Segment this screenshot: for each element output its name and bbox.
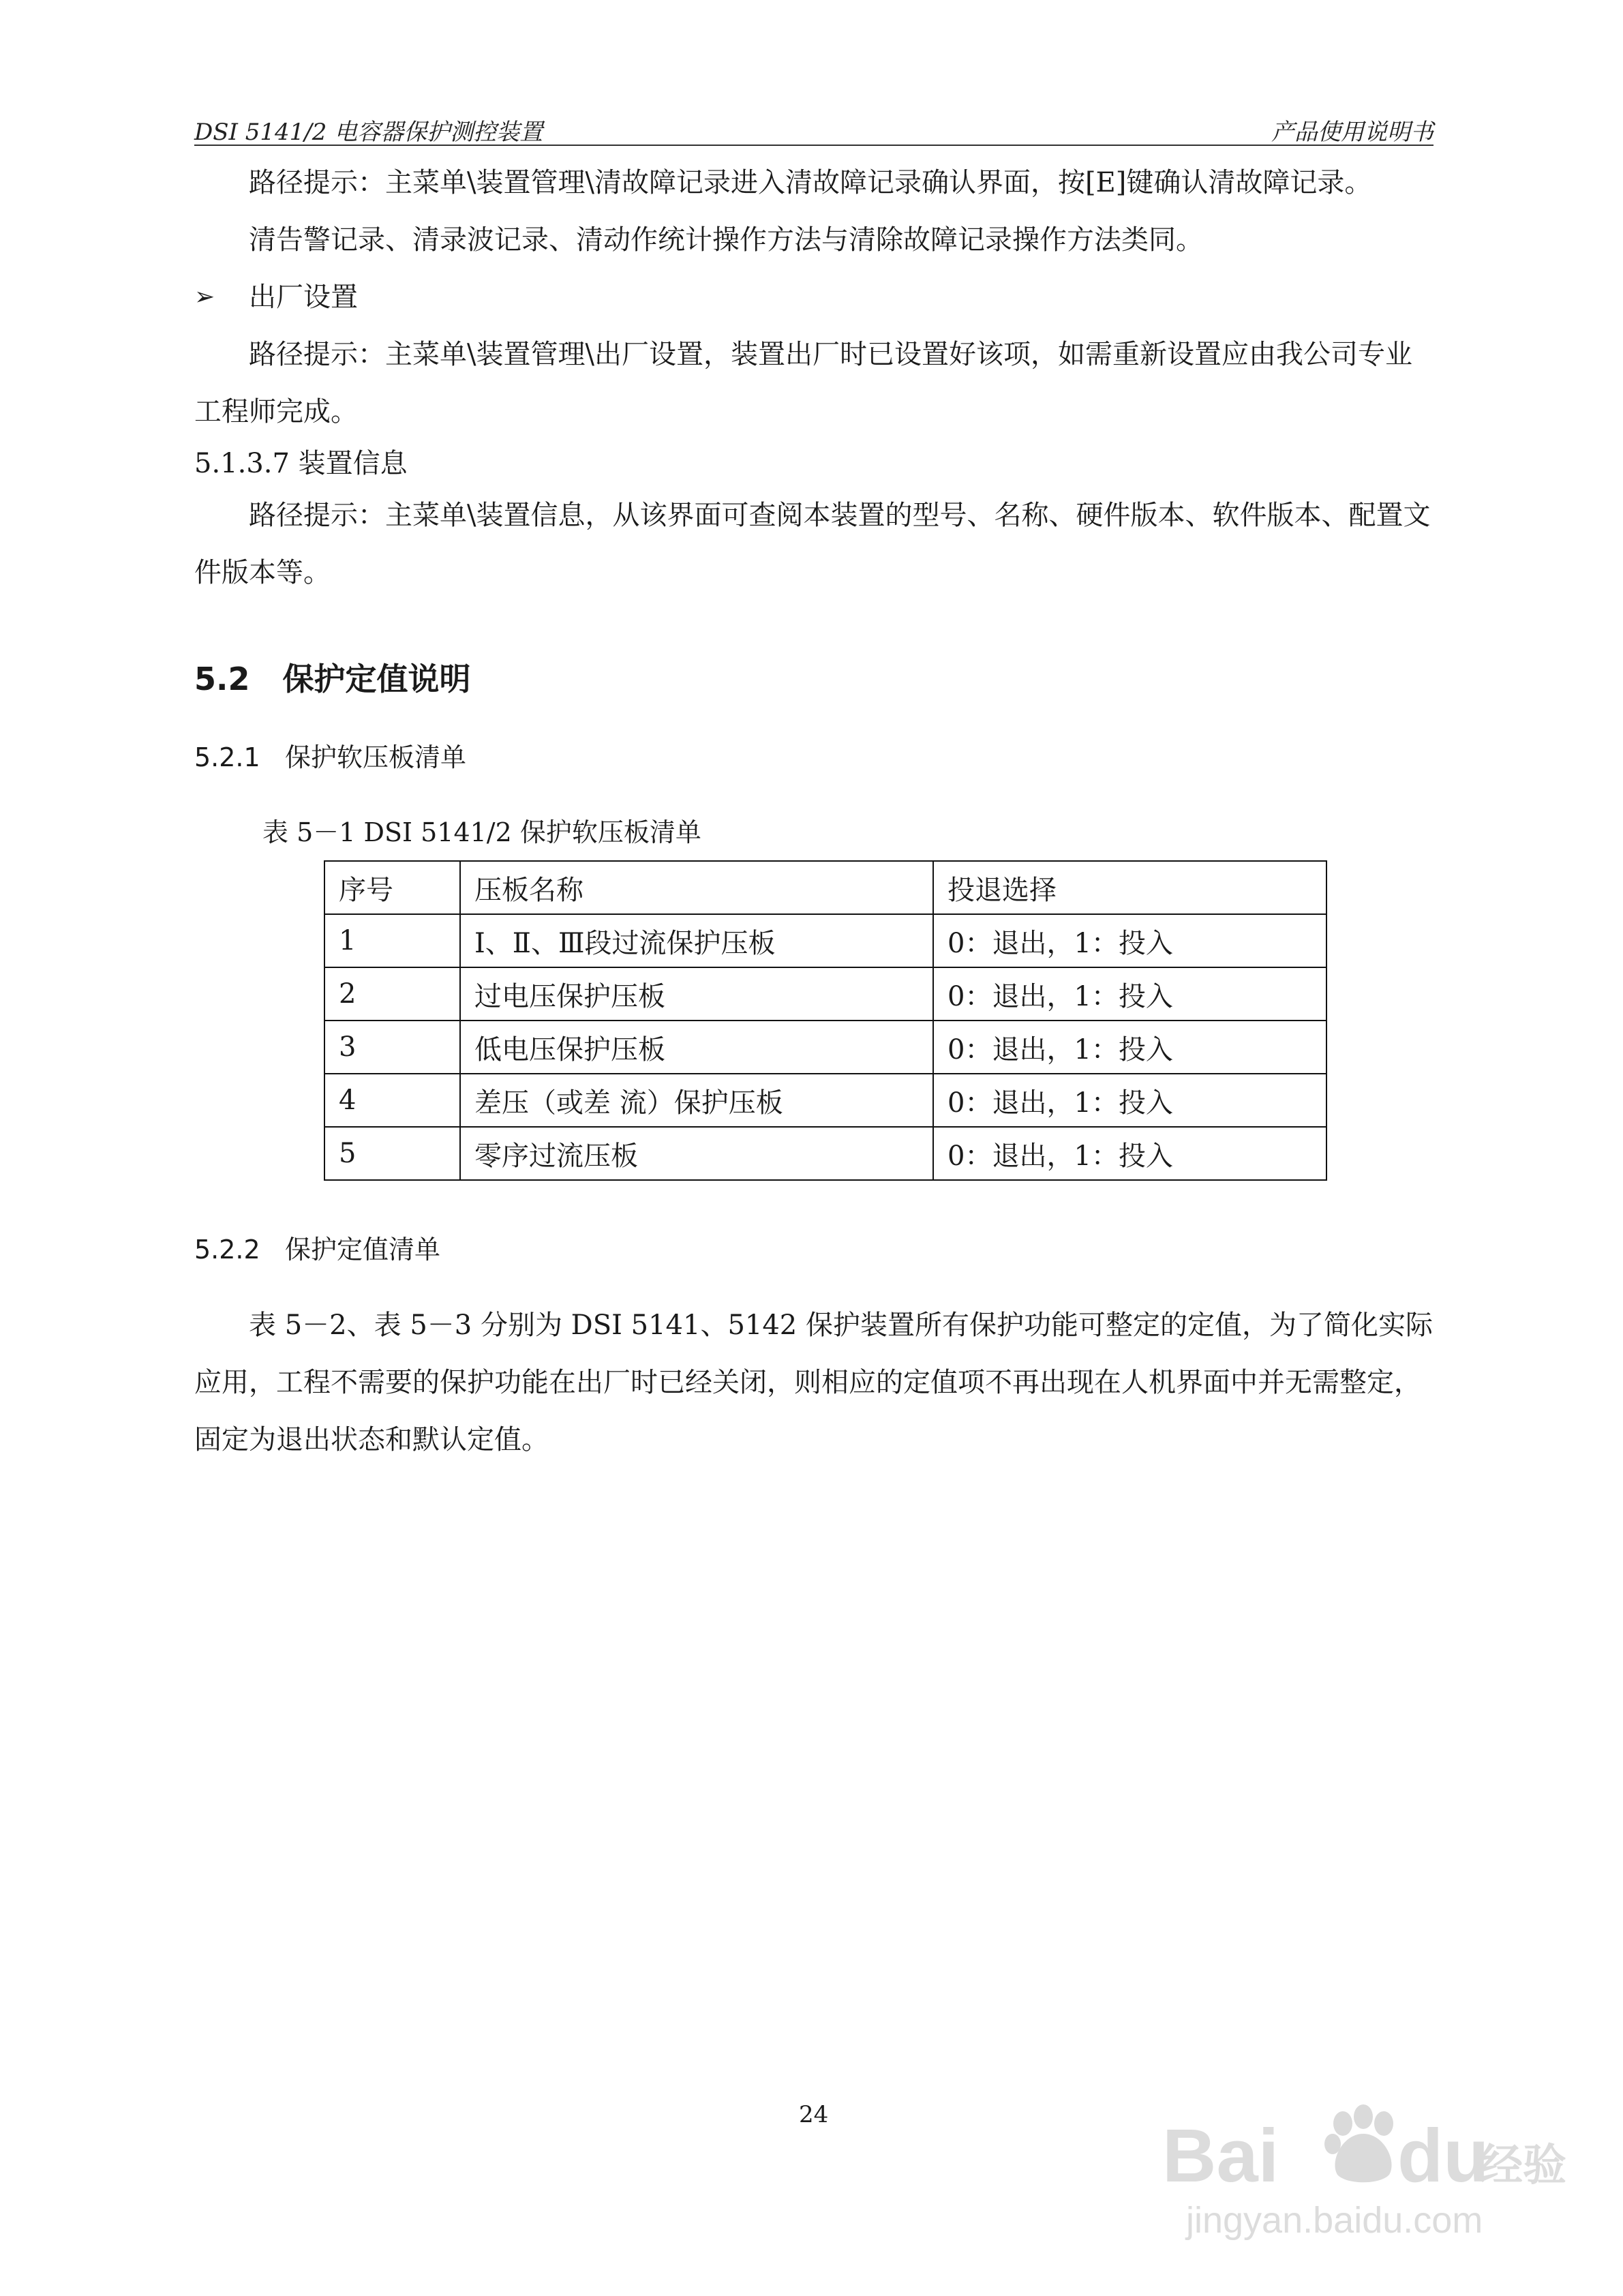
table-cell: Ⅰ、Ⅱ、Ⅲ段过流保护压板: [460, 914, 933, 967]
device-info-paragraph: 路径提示：主菜单\装置信息，从该界面可查阅本装置的型号、名称、硬件版本、软件版本、配置文件版本等。: [194, 500, 1431, 588]
table-row: [324, 1021, 1326, 1074]
table-header-cell: 压板名称: [460, 861, 933, 914]
clear-fault-paragraph: 路径提示：主菜单\装置管理\清故障记录进入清故障记录确认界面，按[E]键确认清故障记录。: [249, 167, 1372, 198]
table-cell: 过电压保护压板: [460, 967, 933, 1021]
factory-bullet-label: 出厂设置: [249, 282, 358, 313]
table-cell: 2: [324, 967, 460, 1021]
subsection-number: 5.2.2: [194, 1235, 260, 1265]
table-header-row: [324, 861, 1326, 914]
running-header-left: DSI 5141/2 电容器保护测控装置: [194, 119, 543, 146]
table-cell: 0：退出，1：投入: [933, 1074, 1326, 1127]
table-row: [324, 1074, 1326, 1127]
svg-text:经验: 经验: [1479, 2141, 1566, 2191]
table-row: [324, 1127, 1326, 1180]
table-cell: 0：退出，1：投入: [933, 1021, 1326, 1074]
table-header-cell: 投退选择: [933, 861, 1326, 914]
table-header-cell: 序号: [324, 861, 460, 914]
factory-path-paragraph: 路径提示：主菜单\装置管理\出厂设置，装置出厂时已设置好该项，如需重新设置应由我公司专业工程师完成。: [194, 339, 1412, 427]
table-row: [324, 914, 1326, 967]
table-caption: 表 5－1 DSI 5141/2 保护软压板清单: [262, 817, 701, 847]
table-cell: 低电压保护压板: [460, 1021, 933, 1074]
watermark-brand: Bai: [1162, 2114, 1279, 2198]
clear-others-paragraph: 清告警记录、清录波记录、清动作统计操作方法与清除故障记录操作方法类同。: [249, 224, 1203, 256]
running-header-right: 产品使用说明书: [1271, 119, 1434, 146]
header-rule: [194, 145, 1434, 146]
closing-paragraph: 表 5－2、表 5－3 分别为 DSI 5141、5142 保护装置所有保护功能可整定的定值，为了简化实际应用，工程不需要的保护功能在出厂时已经关闭，则相应的定值项不再出现在人机界面中并无需整定，固定为退出状态和默认定值。: [194, 1310, 1433, 1455]
factory-bullet-item: [194, 269, 1434, 326]
page-number: 24: [799, 2101, 829, 2128]
watermark-url: jingyan.baidu.com: [1186, 2200, 1483, 2241]
svg-text:du: du: [1397, 2114, 1489, 2198]
arrow-bullet-icon: ➢: [194, 283, 215, 311]
paw-logo-icon: [1324, 2104, 1393, 2182]
section-number: 5.2: [194, 661, 250, 697]
section-5-2-1-heading: [194, 736, 466, 774]
table-cell: 零序过流压板: [460, 1127, 933, 1180]
top-text-block: [194, 154, 1434, 601]
subsection-title: 保护定值清单: [284, 1235, 440, 1265]
table-cell: 1: [324, 914, 460, 967]
table-cell: 4: [324, 1074, 460, 1127]
subsection-number: 5.2.1: [194, 742, 260, 772]
soft-plate-table: [324, 860, 1327, 1181]
section-title: 保护定值说明: [282, 661, 471, 697]
table-cell: 0：退出，1：投入: [933, 967, 1326, 1021]
closing-text-block: [194, 1297, 1434, 1468]
table-cell: 差压（或差 流）保护压板: [460, 1074, 933, 1127]
section-5-2-2-heading: [194, 1228, 440, 1266]
table-cell: 3: [324, 1021, 460, 1074]
table-cell: 0：退出，1：投入: [933, 914, 1326, 967]
table-row: [324, 967, 1326, 1021]
subsection-title: 保护软压板清单: [284, 742, 466, 772]
table-cell: 0：退出，1：投入: [933, 1127, 1326, 1180]
table-cell: 5: [324, 1127, 460, 1180]
section-5-2-heading: [194, 654, 471, 699]
baidu-jingyan-watermark: [1159, 2093, 1566, 2250]
device-info-heading: 5.1.3.7 装置信息: [194, 448, 408, 479]
